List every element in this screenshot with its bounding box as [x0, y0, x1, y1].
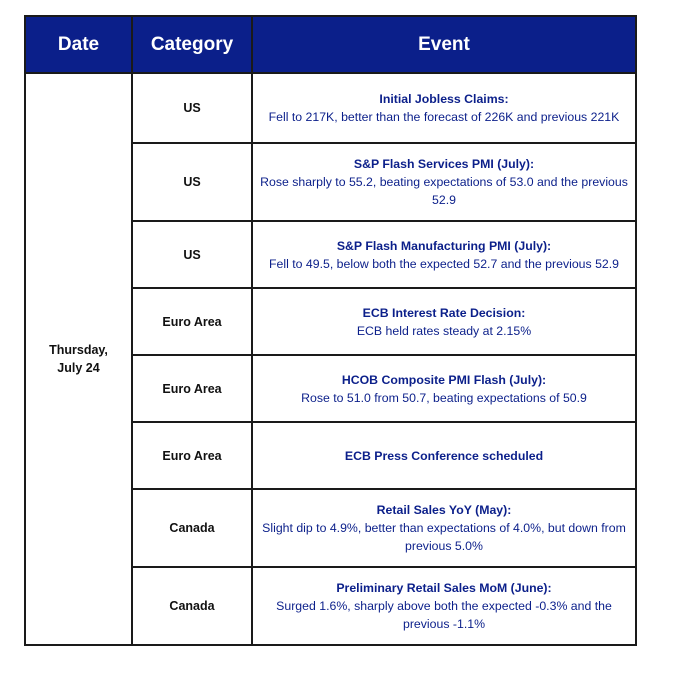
category-cell: Canada: [132, 489, 252, 567]
event-description: Fell to 49.5, below both the expected 52.7 and the previous 52.9: [268, 256, 620, 271]
event-description: Slight dip to 4.9%, better than expectations of 4.0%, but down from previous 5.0%: [262, 521, 626, 553]
event-title: S&P Flash Services PMI (July):: [353, 157, 535, 171]
event-cell: [252, 73, 636, 143]
category-cell: Euro Area: [132, 288, 252, 355]
header-event: Event: [252, 16, 636, 73]
event-title: Initial Jobless Claims:: [379, 92, 509, 106]
event-title: HCOB Composite PMI Flash (July):: [341, 372, 547, 387]
category-cell: US: [132, 221, 252, 288]
category-cell: Euro Area: [132, 355, 252, 422]
event-title: Preliminary Retail Sales MoM (June):: [336, 581, 552, 595]
economic-calendar-table: [24, 15, 637, 646]
date-weekday: Thursday,: [49, 343, 108, 357]
event-cell: [252, 355, 636, 422]
event-description: Surged 1.6%, sharply above both the expected -0.3% and the previous -1.1%: [276, 599, 612, 631]
event-cell: [252, 567, 636, 645]
event-title: S&P Flash Manufacturing PMI (July):: [336, 238, 552, 253]
event-cell: [252, 288, 636, 355]
category-cell: US: [132, 73, 252, 143]
event-title: Retail Sales YoY (May):: [376, 503, 512, 517]
table-row: [25, 73, 636, 143]
category-cell: Euro Area: [132, 422, 252, 489]
date-cell: [25, 73, 132, 645]
event-cell: [252, 221, 636, 288]
event-description: Rose sharply to 55.2, beating expectations of 53.0 and the previous 52.9: [260, 175, 628, 207]
category-cell: Canada: [132, 567, 252, 645]
event-description: ECB held rates steady at 2.15%: [356, 323, 532, 338]
event-cell: [252, 489, 636, 567]
header-category: Category: [132, 16, 252, 73]
header-date: Date: [25, 16, 132, 73]
header-row: [25, 16, 636, 73]
date-day: July 24: [57, 361, 100, 375]
event-description: Fell to 217K, better than the forecast of 226K and previous 221K: [268, 110, 620, 124]
category-cell: US: [132, 143, 252, 221]
event-title: ECB Press Conference scheduled: [344, 448, 544, 463]
event-cell: [252, 143, 636, 221]
event-description: Rose to 51.0 from 50.7, beating expectations of 50.9: [301, 390, 587, 405]
event-title: ECB Interest Rate Decision:: [362, 305, 526, 320]
event-cell: [252, 422, 636, 489]
